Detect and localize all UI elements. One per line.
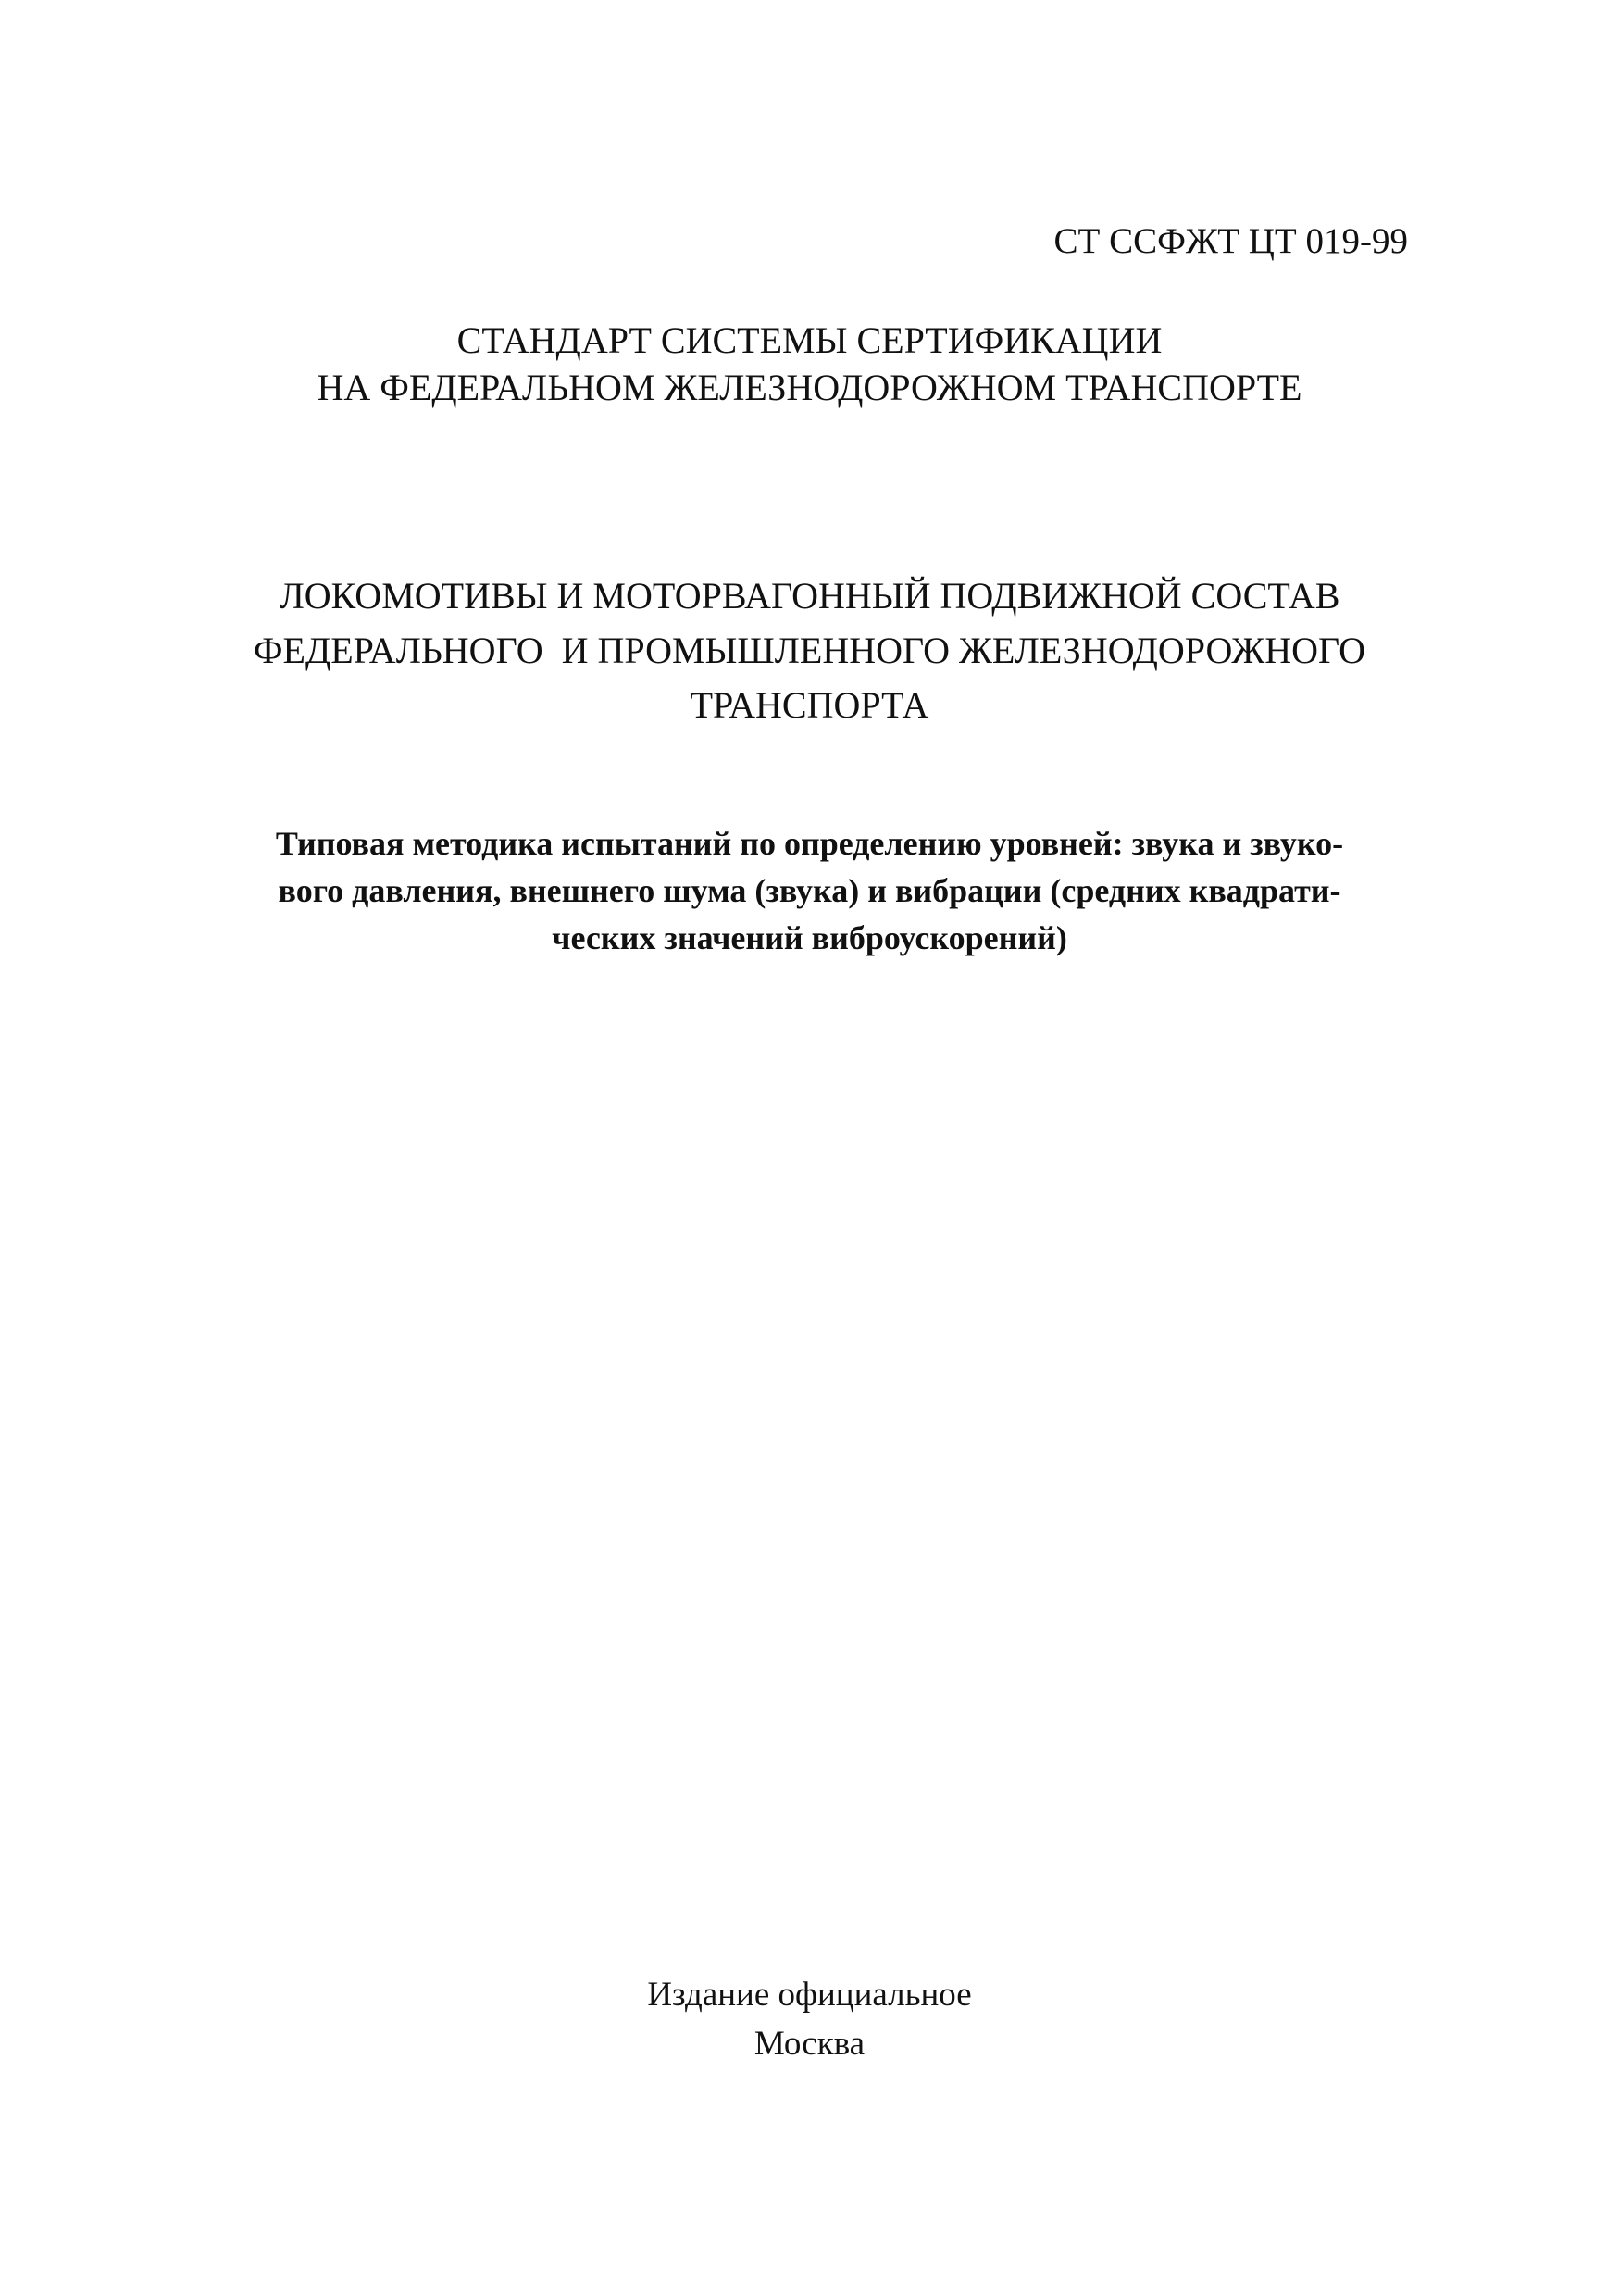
standard-title	[0, 317, 1619, 411]
method-title-line-2: вого давления, внешнего шума (звука) и вибрации (средних квадрати-	[278, 872, 1341, 909]
method-title-line-3: ческих значений виброускорений)	[552, 919, 1067, 956]
product-title-line-2: ФЕДЕРАЛЬНОГО И ПРОМЫШЛЕННОГО ЖЕЛЕЗНОДОРОЖНОГО	[253, 630, 1366, 671]
edition-info	[0, 1970, 1619, 2068]
product-title	[0, 568, 1619, 732]
method-title	[0, 820, 1619, 962]
standard-title-line-2: НА ФЕДЕРАЛЬНОМ ЖЕЛЕЗНОДОРОЖНОМ ТРАНСПОРТЕ	[317, 367, 1302, 408]
document-code: СТ ССФЖТ ЦТ 019-99	[1053, 221, 1408, 261]
method-title-line-1: Типовая методика испытаний по определению уровней: звука и звуко-	[275, 825, 1344, 862]
standard-title-line-1: СТАНДАРТ СИСТЕМЫ СЕРТИФИКАЦИИ	[456, 319, 1163, 361]
product-title-line-1: ЛОКОМОТИВЫ И МОТОРВАГОННЫЙ ПОДВИЖНОЙ СОСТАВ	[279, 575, 1340, 617]
edition-city: Москва	[753, 2025, 866, 2063]
product-title-line-3: ТРАНСПОРТА	[690, 684, 929, 726]
edition-type: Издание официальное	[647, 1976, 972, 2014]
